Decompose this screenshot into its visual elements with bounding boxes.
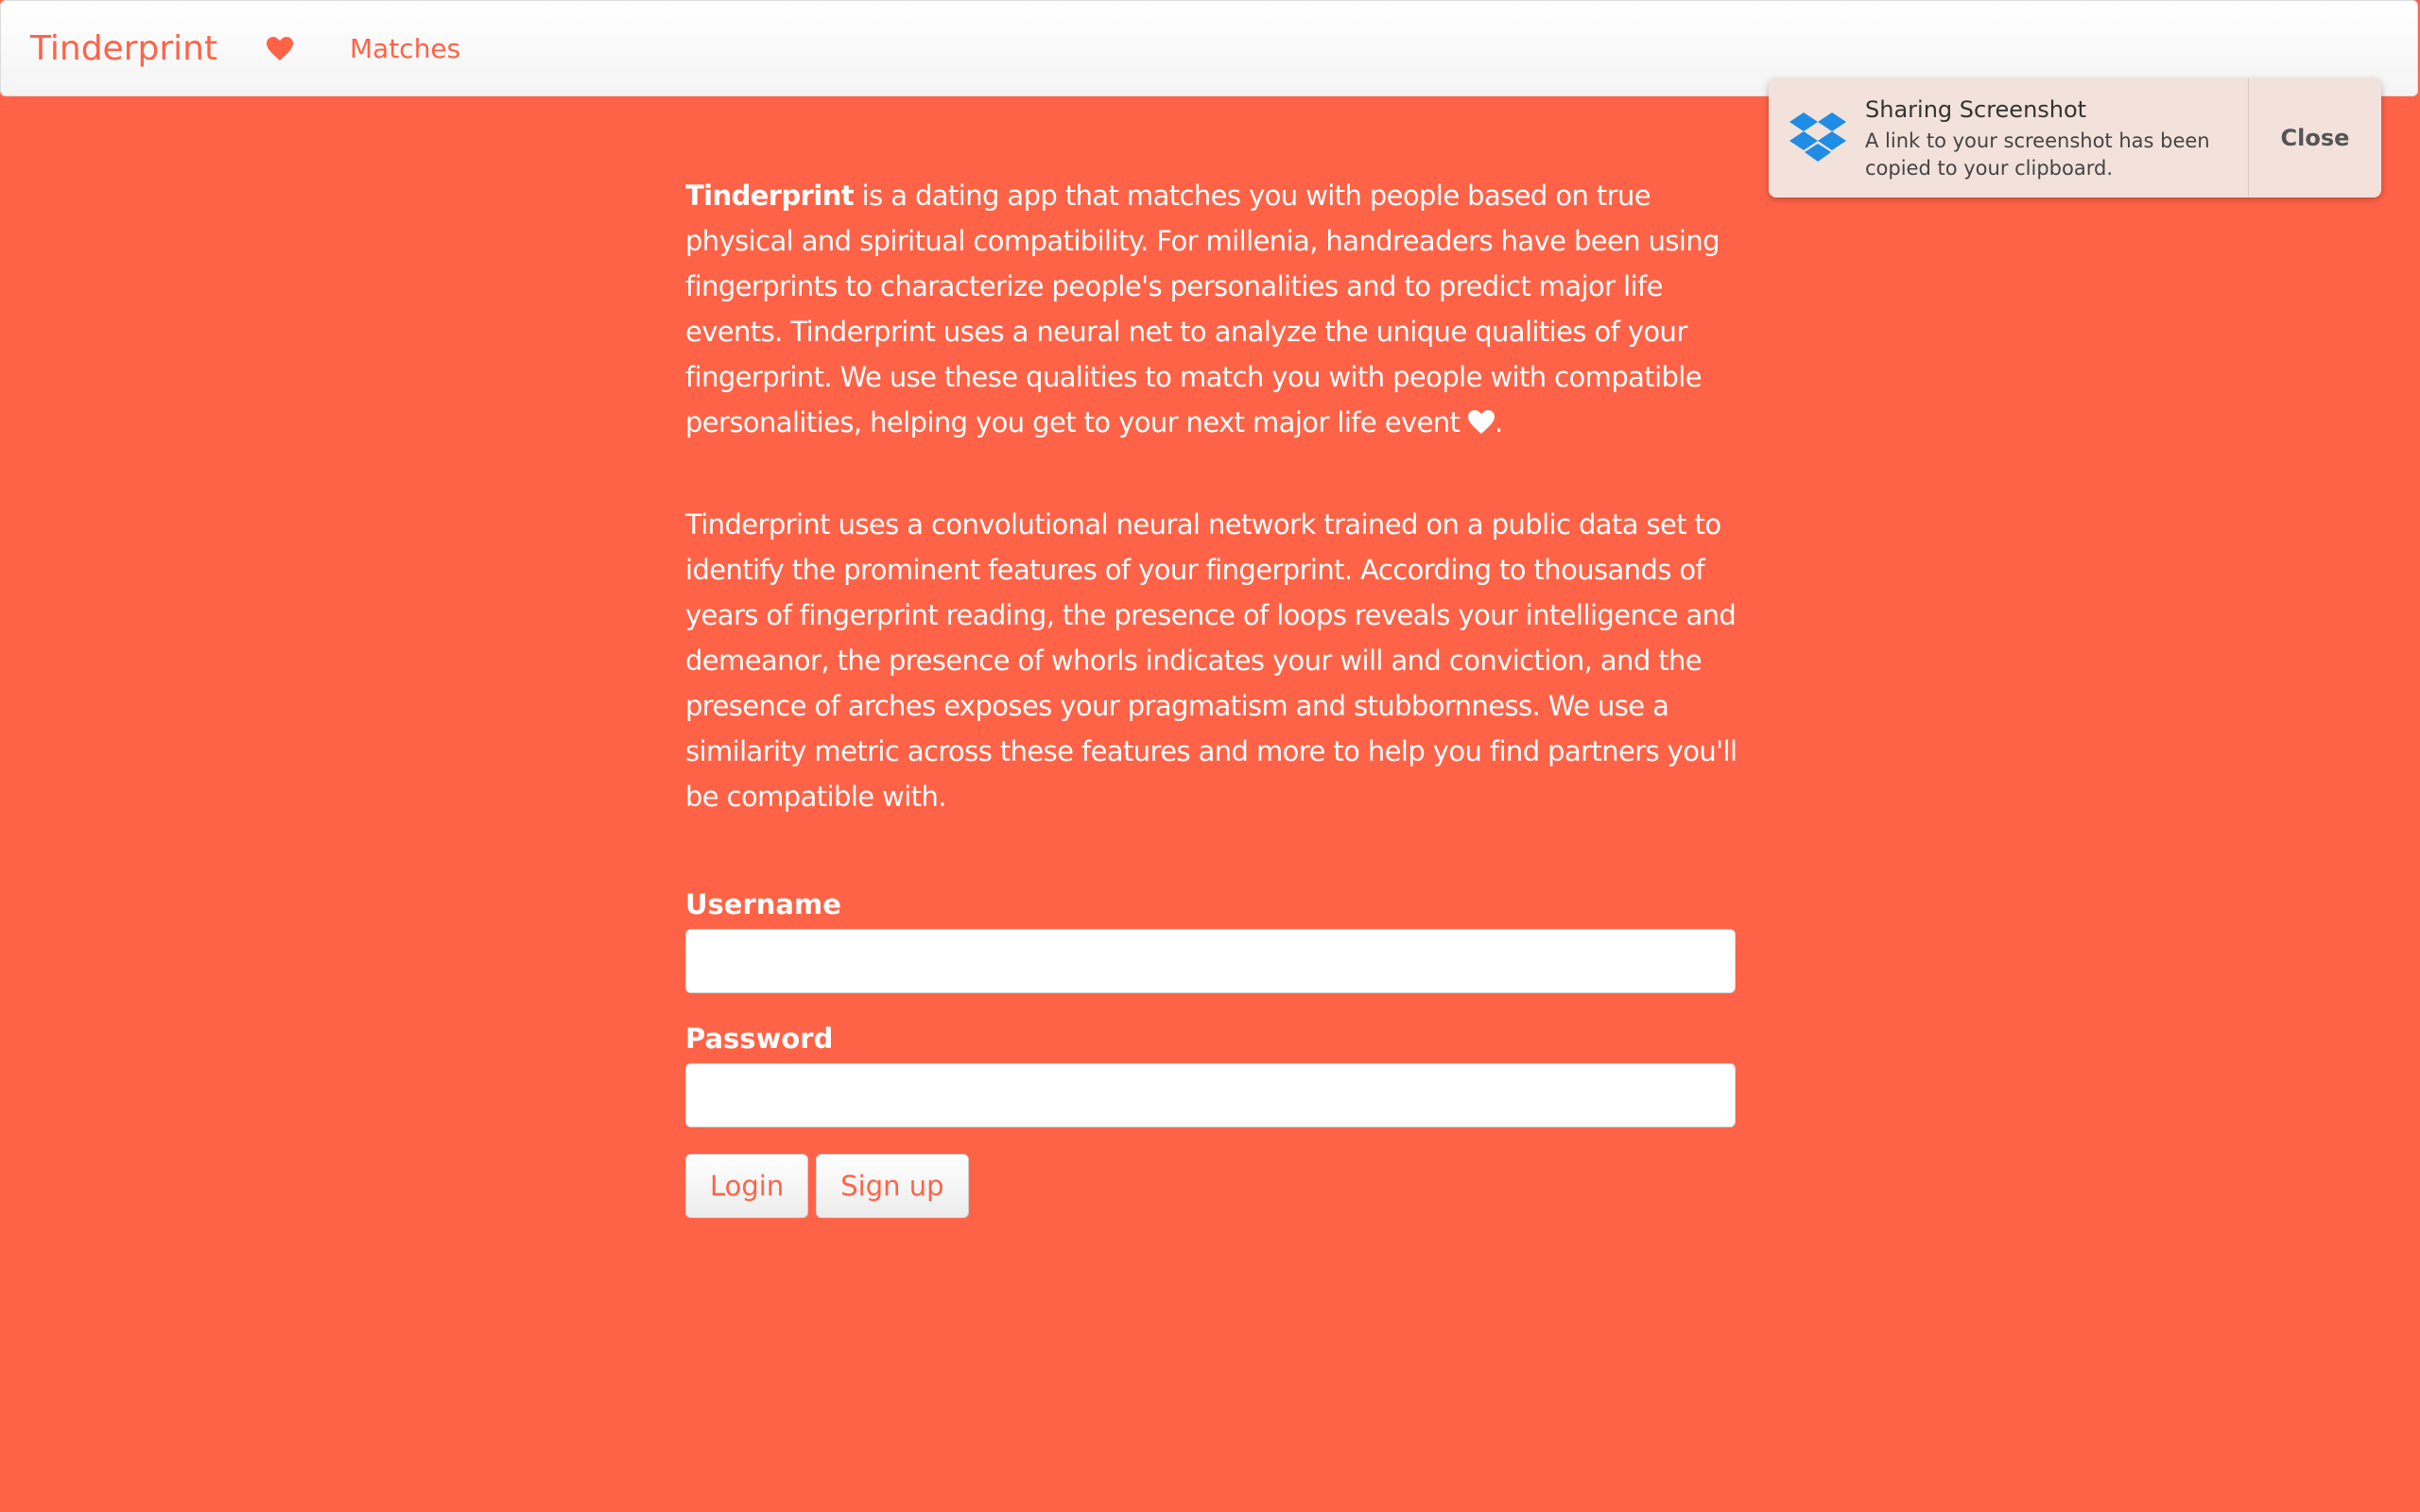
form-buttons: [685, 1154, 1739, 1218]
signup-button[interactable]: Sign up: [816, 1154, 968, 1218]
login-form: [685, 885, 1739, 1218]
dropbox-icon: [1789, 111, 1846, 163]
white-heart-icon: [1468, 410, 1495, 435]
intro-brand: Tinderprint: [685, 180, 855, 212]
brand-link[interactable]: Tinderprint: [30, 29, 218, 68]
password-label: Password: [685, 1022, 834, 1055]
sharing-toast: [1769, 78, 2381, 198]
login-button[interactable]: Login: [685, 1154, 808, 1218]
password-input[interactable]: [685, 1063, 1736, 1127]
intro-text: is a dating app that matches you with people based on true physical and spiritual compatibility. For millenia, handreaders have been using fingerprints to characterize people's personalities and to predict major life events. Tinderprint uses a neural net to analyze the unique qualities of your fingerprint. We use these qualities to match you with people with compatible personalities, helping you get to your next major life event: [685, 180, 1720, 438]
toast-message: A link to your screenshot has been copied to your clipboard.: [1865, 129, 2210, 180]
heart-icon[interactable]: [267, 37, 293, 61]
username-label: Username: [685, 888, 841, 920]
nav-link-matches[interactable]: Matches: [350, 33, 461, 64]
username-input[interactable]: [685, 929, 1736, 993]
intro-paragraph: [685, 173, 1739, 445]
intro-end: .: [1494, 406, 1503, 438]
details-paragraph: Tinderprint uses a convolutional neural network trained on a public data set to identify the prominent features of your fingerprint. According to thousands of years of fingerprint reading, the presence of loops reveals your intelligence and demeanor, the presence of whorls indicates your will and conviction, and the presence of arches exposes your pragmatism and stubbornness. We use a similarity metric across these features and more to help you find partners you'll be compatible with.: [685, 508, 1737, 813]
main-content: [685, 173, 1739, 1218]
toast-title: Sharing Screenshot: [1865, 96, 2087, 123]
toast-close-button[interactable]: Close: [2280, 125, 2350, 151]
